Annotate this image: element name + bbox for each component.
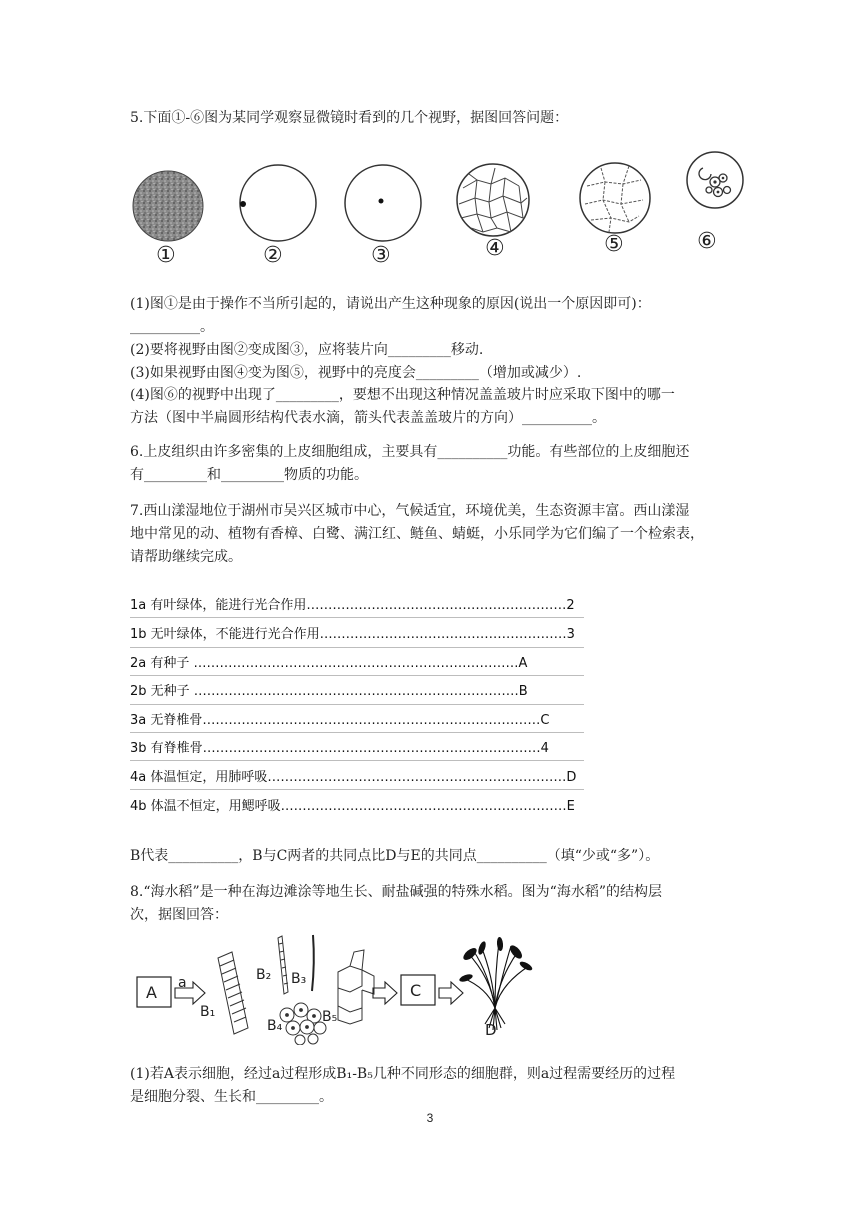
tissue-b2 bbox=[278, 936, 288, 994]
view-label-3: ③ bbox=[371, 243, 391, 268]
label-b1: B₁ bbox=[200, 1004, 216, 1020]
view-label-4: ④ bbox=[485, 236, 505, 261]
view-3 bbox=[345, 165, 421, 241]
view-label-1: ① bbox=[156, 243, 176, 268]
tissue-b3 bbox=[312, 935, 314, 991]
label-b5: B₅ bbox=[322, 1009, 338, 1025]
key-row-1a: 1a 有叶绿体，能进行光合作用……………………………………………………2 bbox=[130, 598, 575, 613]
view-4 bbox=[457, 164, 529, 236]
key-row-1b: 1b 无叶绿体，不能进行光合作用…………………………………………………3 bbox=[130, 627, 575, 642]
label-a-arrow: a bbox=[178, 975, 187, 991]
q8-line1: 8.“海水稻”是一种在海边滩涂等地生长、耐盐碱强的特殊水稻。图为“海水稻”的结构层 bbox=[130, 884, 662, 900]
key-row-2b: 2b 无种子 …………………………………………………………………B bbox=[130, 684, 528, 699]
label-d: D bbox=[485, 1021, 497, 1039]
arrow-c-to-d bbox=[439, 982, 463, 1004]
q8-sub1-line1: (1)若A表示细胞，经过a过程形成B₁-B₅几种不同形态的细胞群，则a过程需要经历的过程 bbox=[130, 1066, 676, 1082]
dichotomous-key-table bbox=[130, 590, 584, 827]
q5-stem: 5.下面①-⑥图为某同学观察显微镜时看到的几个视野，据图回答问题： bbox=[130, 110, 569, 126]
q5-sub2: (2)要将视野由图②变成图③，应将装片向_________移动. bbox=[130, 342, 484, 358]
q8-line2: 次，据图回答： bbox=[130, 907, 228, 923]
view-5 bbox=[580, 163, 650, 233]
q6-line2: 有_________和_________物质的功能。 bbox=[130, 467, 368, 483]
arrow-b-to-c bbox=[373, 982, 397, 1004]
q5-sub1-line1: (1)图①是由于操作不当所引起的，请说出产生这种现象的原因(说出一个原因即可)： bbox=[130, 296, 651, 312]
label-b2: B₂ bbox=[256, 967, 272, 983]
q7-line2: 地中常见的动、植物有香樟、白鹭、满江红、鲢鱼、蜻蜓，小乐同学为它们编了一个检索表， bbox=[130, 526, 704, 542]
q7-line1: 7.西山漾湿地位于湖州市吴兴区城市中心，气候适宜，环境优美，生态资源丰富。西山漾湿 bbox=[130, 503, 690, 519]
view-1 bbox=[133, 171, 203, 241]
key-row-3b: 3b 有脊椎骨……………………………………………………………………4 bbox=[130, 741, 549, 756]
view-label-2: ② bbox=[263, 243, 283, 268]
key-row-4b: 4b 体温不恒定，用鳃呼吸…………………………………………………………E bbox=[130, 799, 575, 814]
key-row-3a: 3a 无脊椎骨……………………………………………………………………C bbox=[130, 713, 550, 728]
q5-sub1-line2: __________。 bbox=[130, 319, 214, 335]
label-c-box: C bbox=[410, 981, 422, 1000]
q7-answer: B代表__________，B与C两者的共同点比D与E的共同点__________（填“少或“多”）。 bbox=[130, 848, 660, 864]
tissue-b4 bbox=[280, 1003, 326, 1045]
page-number: 3 bbox=[426, 1111, 434, 1125]
q7-line3: 请帮助继续完成。 bbox=[130, 549, 242, 565]
q5-sub4-line1: (4)图⑥的视野中出现了_________，要想不出现这种情况盖盖玻片时应采取下图中的哪一 bbox=[130, 387, 675, 403]
view-6 bbox=[687, 152, 743, 208]
key-row-4a: 4a 体温恒定，用肺呼吸……………………………………………………………D bbox=[130, 770, 577, 785]
view-2 bbox=[240, 165, 316, 241]
q5-sub3: (3)如果视野由图④变为图⑤，视野中的亮度会_________（增加或减少）. bbox=[130, 365, 582, 381]
microscope-views-figure bbox=[125, 148, 755, 273]
q6-line1: 6.上皮组织由许多密集的上皮细胞组成，主要具有__________功能。有些部位的上皮细胞还 bbox=[130, 444, 690, 460]
tissue-b5 bbox=[338, 950, 374, 1024]
label-a-box: A bbox=[146, 983, 157, 1002]
tissue-b1 bbox=[218, 952, 248, 1034]
view-label-5: ⑤ bbox=[604, 232, 624, 257]
view-label-6: ⑥ bbox=[697, 229, 717, 254]
q8-sub1-line2: 是细胞分裂、生长和_________。 bbox=[130, 1089, 333, 1105]
q5-sub4-line2: 方法（图中半扁圆形结构代表水滴，箭头代表盖盖玻片的方向）__________。 bbox=[130, 410, 606, 426]
label-b3: B₃ bbox=[291, 971, 307, 987]
key-row-2a: 2a 有种子 …………………………………………………………………A bbox=[130, 656, 528, 671]
label-b4: B₄ bbox=[267, 1018, 283, 1034]
